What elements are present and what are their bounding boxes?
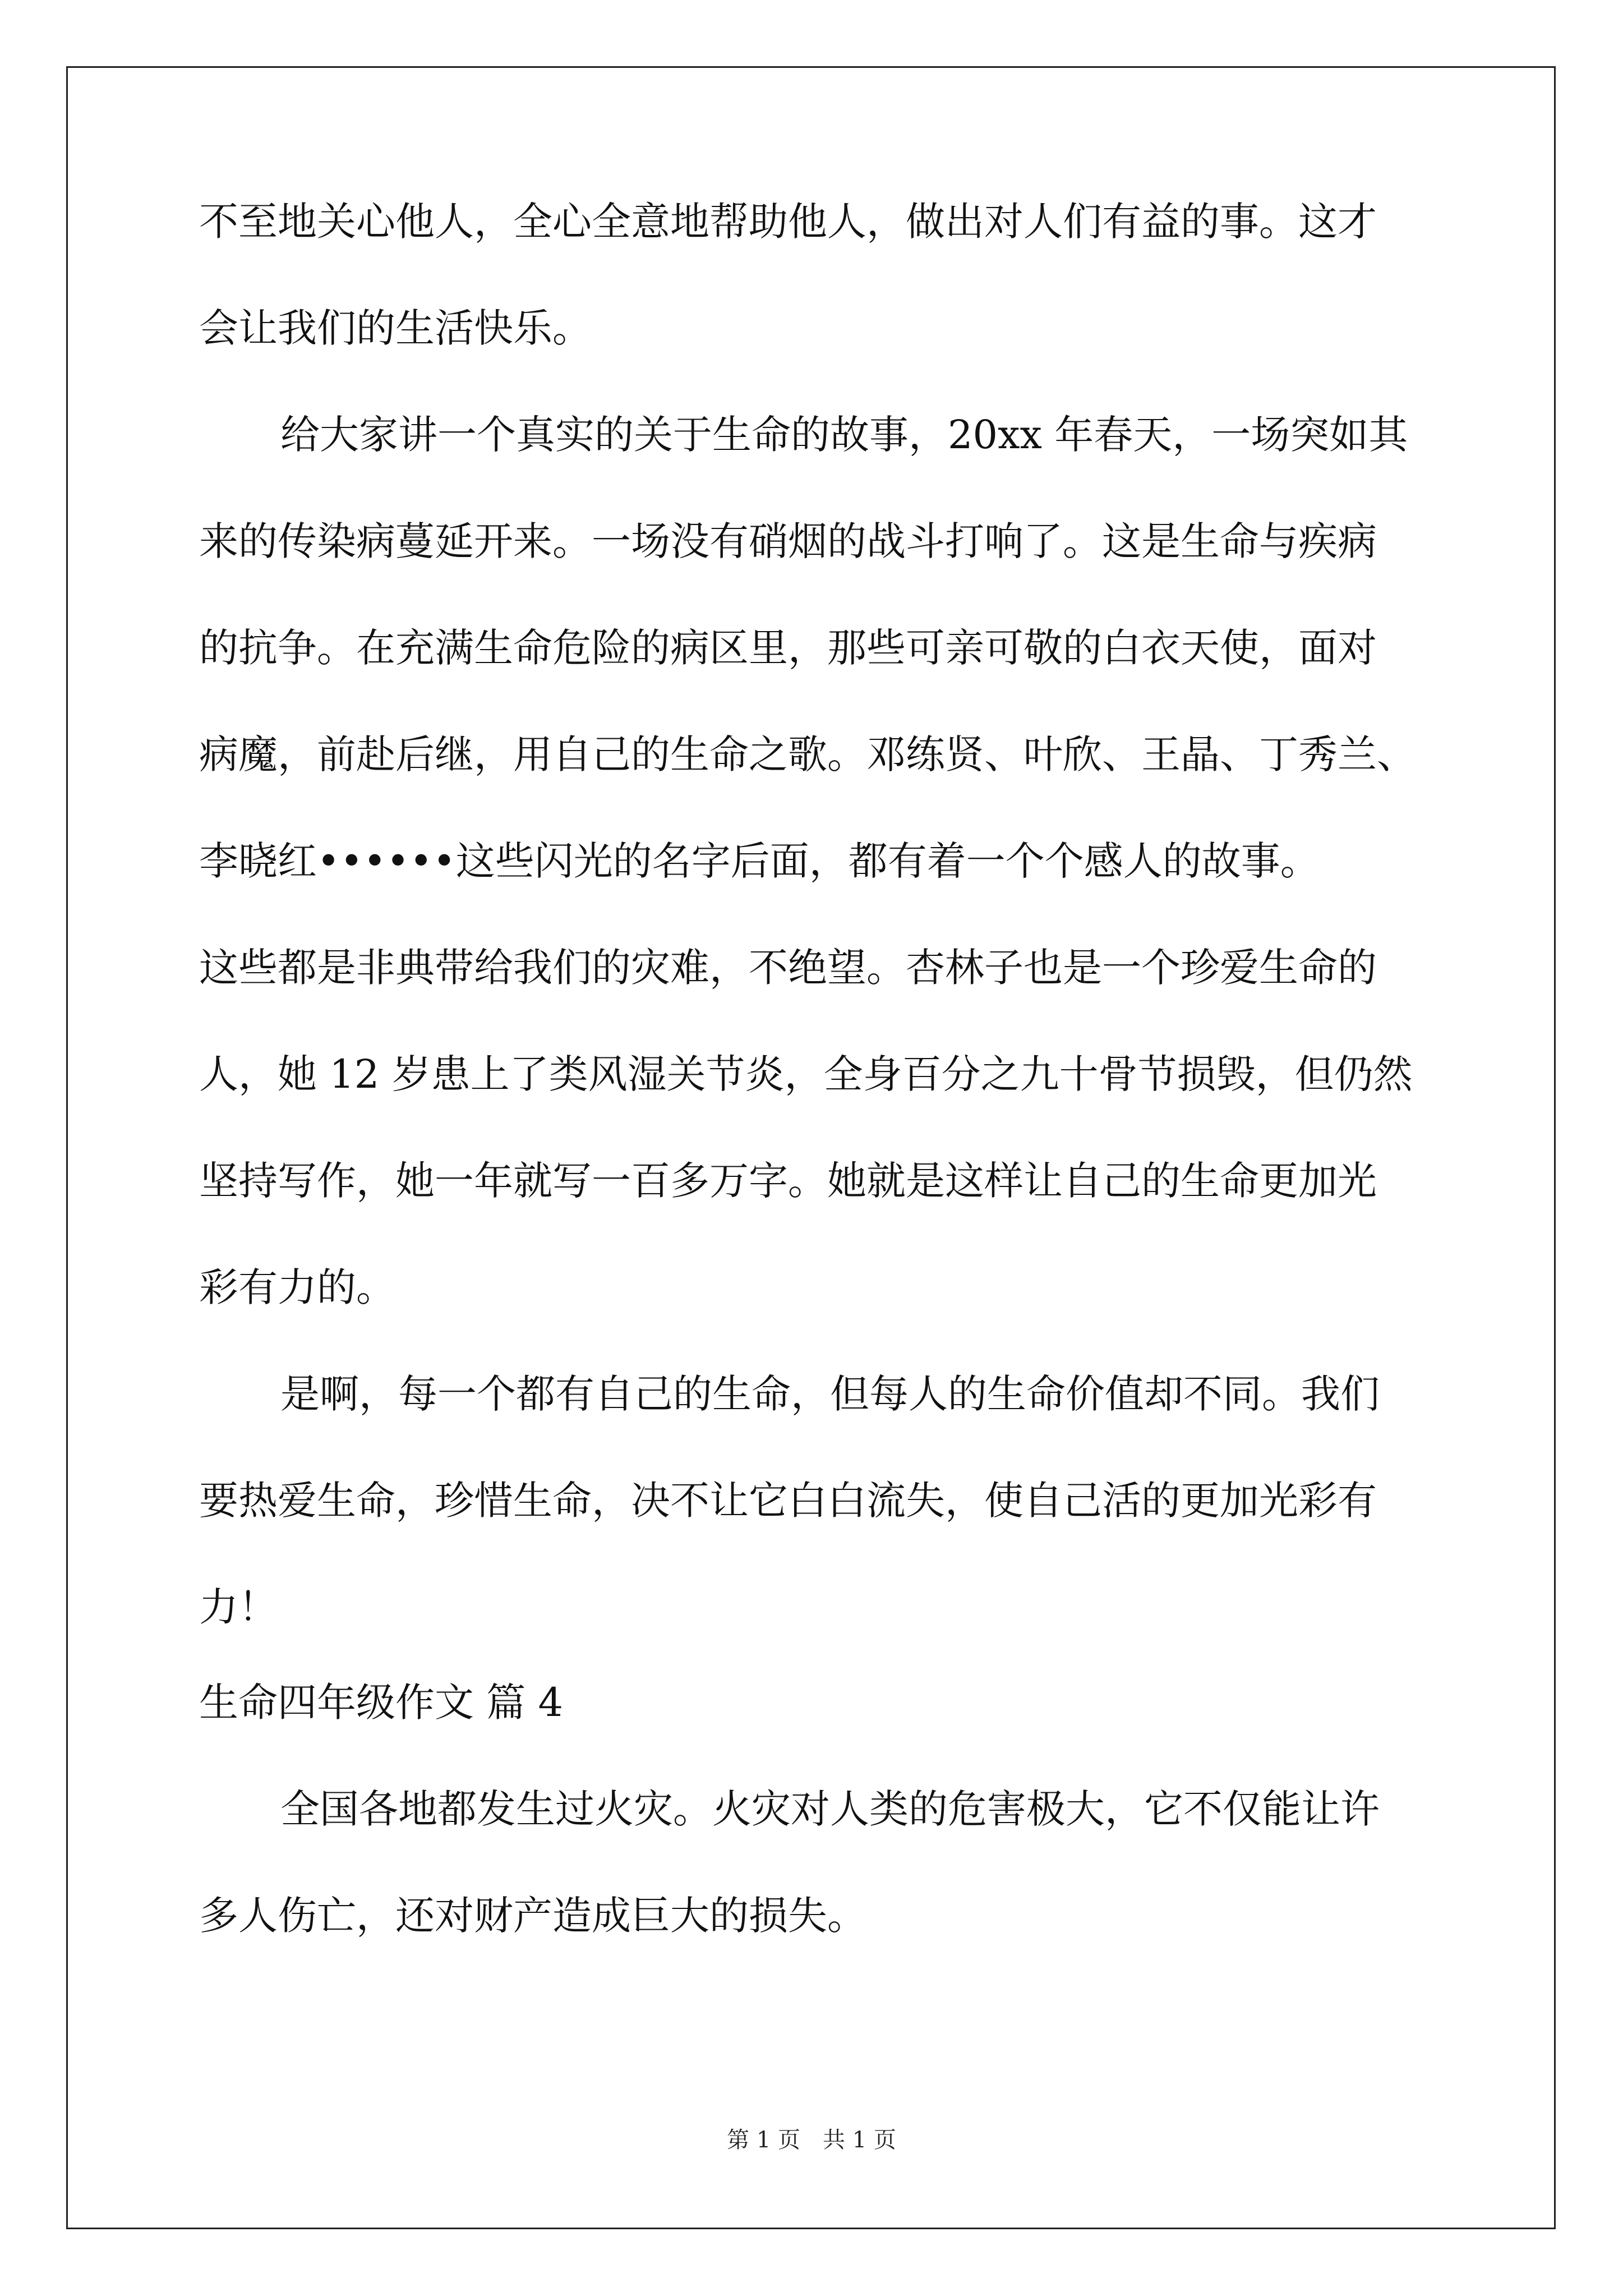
section-heading: 生命四年级作文 篇 4 xyxy=(199,1680,564,1726)
text-line: 彩有力的。 xyxy=(199,1264,395,1310)
text-line: 坚持写作，她一年就写一百多万字。她就是这样让自己的生命更加光 xyxy=(199,1158,1377,1204)
text-line: 给大家讲一个真实的关于生命的故事，20xx 年春天，一场突如其 xyxy=(280,412,1408,458)
text-line: 会让我们的生活快乐。 xyxy=(199,305,592,351)
text-line: 要热爱生命，珍惜生命，决不让它白白流失，使自己活的更加光彩有 xyxy=(199,1478,1377,1524)
text-line: 李晓红••••••这些闪光的名字后面，都有着一个个感人的故事。 xyxy=(199,838,1320,884)
text-line: 是啊，每一个都有自己的生命，但每人的生命价值却不同。我们 xyxy=(280,1371,1380,1417)
text-line: 的抗争。在充满生命危险的病区里，那些可亲可敬的白衣天使，面对 xyxy=(199,625,1377,671)
text-line: 不至地关心他人，全心全意地帮助他人，做出对人们有益的事。这才 xyxy=(199,199,1377,245)
text-line: 全国各地都发生过火灾。火灾对人类的危害极大，它不仅能让许 xyxy=(280,1786,1380,1832)
page-footer xyxy=(0,2126,1623,2154)
page-number-current: 第 1 页 xyxy=(727,2127,800,2153)
text-line: 力！ xyxy=(199,1584,278,1630)
page-number-total: 共 1 页 xyxy=(823,2127,896,2153)
text-line: 这些都是非典带给我们的灾难，不绝望。杏林子也是一个珍爱生命的 xyxy=(199,945,1377,991)
text-line: 来的传染病蔓延开来。一场没有硝烟的战斗打响了。这是生命与疾病 xyxy=(199,518,1377,564)
text-line: 人，她 12 岁患上了类风湿关节炎，全身百分之九十骨节损毁，但仍然 xyxy=(199,1051,1413,1097)
text-line: 多人伤亡，还对财产造成巨大的损失。 xyxy=(199,1893,866,1939)
text-line: 病魔，前赴后继，用自己的生命之歌。邓练贤、叶欣、王晶、丁秀兰、 xyxy=(199,731,1416,777)
